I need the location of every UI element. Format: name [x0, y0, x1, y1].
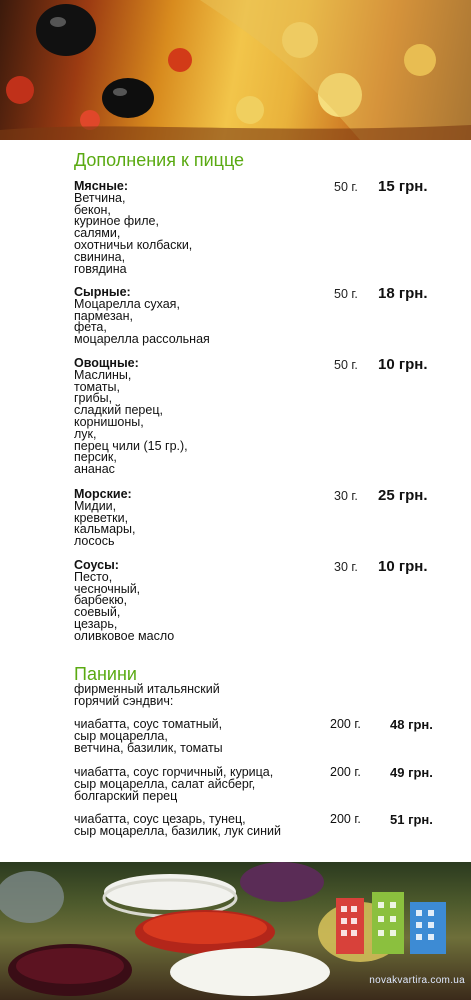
panini-weight-3: 200 г. — [330, 812, 361, 826]
list-item: сладкий перец, — [74, 403, 163, 418]
panini-weight-1: 200 г. — [330, 717, 361, 731]
weight-sauces: 30 г. — [334, 560, 358, 574]
category-name: Мясные: — [74, 179, 128, 193]
list-item: ананас — [74, 462, 115, 477]
list-item: пармезан, — [74, 308, 134, 323]
panini-weight-2: 200 г. — [330, 765, 361, 779]
category-sauces — [74, 560, 324, 643]
list-item: томаты, — [74, 379, 120, 394]
weight-meat: 50 г. — [334, 180, 358, 194]
list-item: моцарелла рассольная — [74, 332, 210, 347]
weight-seafood: 30 г. — [334, 489, 358, 503]
category-vegetable — [74, 358, 324, 476]
list-item: кальмары, — [74, 522, 136, 537]
list-item: персик, — [74, 450, 117, 465]
list-item: фета, — [74, 320, 107, 335]
list-item: корнишоны, — [74, 414, 144, 429]
price-meat: 15 грн. — [378, 178, 428, 195]
category-name: Овощные: — [74, 356, 139, 370]
watermark-text: novakvartira.com.ua — [369, 975, 465, 986]
list-item: перец чили (15 гр.), — [74, 438, 188, 453]
list-item: Песто, — [74, 569, 113, 584]
list-item: куриное филе, — [74, 214, 159, 229]
list-item: Ветчина, — [74, 190, 126, 205]
pizza-photo — [0, 0, 471, 140]
list-item: лосось — [74, 534, 115, 549]
panini-line: сыр моцарелла, салат айсберг, — [74, 777, 256, 791]
list-item: креветки, — [74, 510, 129, 525]
list-item: бекон, — [74, 202, 111, 217]
panini-line: болгарский перец — [74, 789, 178, 803]
price-cheese: 18 грн. — [378, 285, 428, 302]
list-item: Маслины, — [74, 367, 132, 382]
weight-cheese: 50 г. — [334, 287, 358, 301]
category-cheese — [74, 287, 324, 346]
panini-price-1: 48 грн. — [390, 717, 433, 732]
panini-item-2 — [74, 766, 324, 802]
panini-line: сыр моцарелла, базилик, лук синий — [74, 824, 281, 838]
category-seafood — [74, 489, 324, 548]
category-name: Сырные: — [74, 285, 131, 299]
list-item: охотничьи колбаски, — [74, 237, 193, 252]
list-item: цезарь, — [74, 616, 118, 631]
weight-vegetable: 50 г. — [334, 358, 358, 372]
list-item: свинина, — [74, 249, 126, 264]
panini-price-2: 49 грн. — [390, 765, 433, 780]
intro-line: горячий сэндвич: — [74, 694, 174, 708]
list-item: говядина — [74, 261, 127, 276]
intro-line: фирменный итальянский — [74, 682, 220, 696]
panini-line: чиабатта, соус томатный, — [74, 717, 223, 731]
price-vegetable: 10 грн. — [378, 356, 428, 373]
panini-item-3 — [74, 813, 324, 837]
list-item: Моцарелла сухая, — [74, 296, 180, 311]
panini-line: ветчина, базилик, томаты — [74, 741, 223, 755]
panini-line: сыр моцарелла, — [74, 729, 168, 743]
list-item: Мидии, — [74, 498, 117, 513]
price-seafood: 25 грн. — [378, 487, 428, 504]
panini-intro — [74, 683, 220, 707]
list-item: чесночный, — [74, 581, 141, 596]
list-item: салями, — [74, 226, 121, 241]
panini-line: чиабатта, соус цезарь, тунец, — [74, 812, 246, 826]
sauces-photo — [0, 862, 471, 1000]
list-item: грибы, — [74, 391, 113, 406]
panini-item-1 — [74, 718, 324, 754]
list-item: лук, — [74, 426, 97, 441]
section-title-pizza-additions: Дополнения к пицце — [74, 150, 245, 170]
category-name: Морские: — [74, 487, 132, 501]
category-name: Соусы: — [74, 558, 119, 572]
section-title-panini: Панини — [74, 664, 137, 684]
panini-price-3: 51 грн. — [390, 812, 433, 827]
category-meat — [74, 181, 324, 275]
list-item: оливковое масло — [74, 628, 175, 643]
pizza-illustration — [0, 0, 471, 140]
list-item: соевый, — [74, 605, 121, 620]
panini-line: чиабатта, соус горчичный, курица, — [74, 765, 274, 779]
list-item: барбекю, — [74, 593, 128, 608]
price-sauces: 10 грн. — [378, 558, 428, 575]
